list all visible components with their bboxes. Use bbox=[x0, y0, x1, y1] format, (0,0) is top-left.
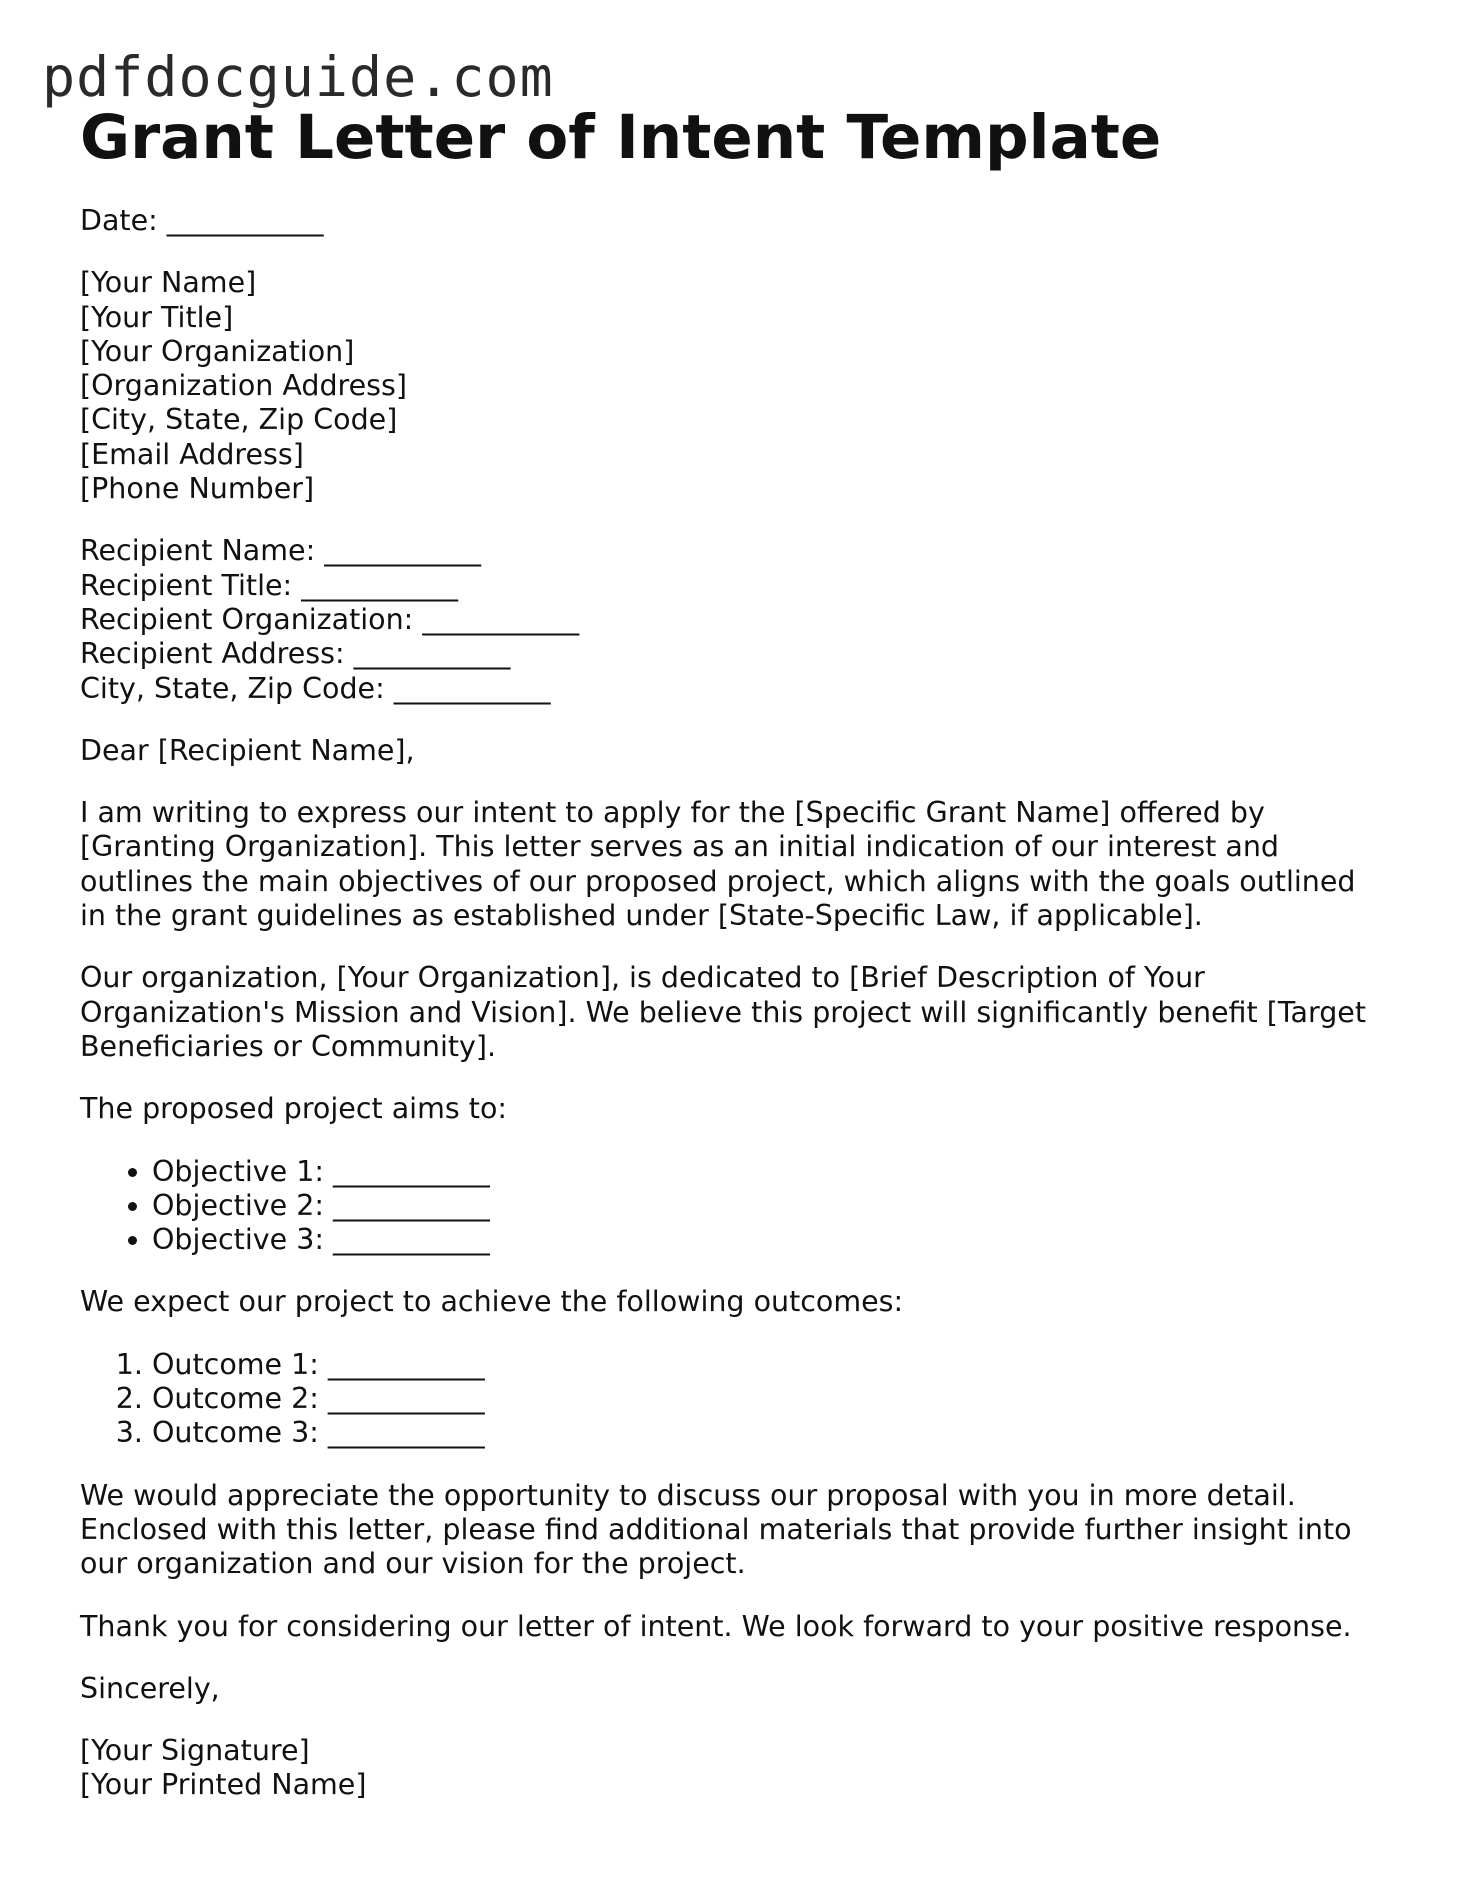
recipient-organization: Recipient Organization: ___________ bbox=[80, 602, 580, 636]
paragraph-thanks: Thank you for considering our letter of intent. We look forward to your positive response. bbox=[80, 1609, 1352, 1643]
sender-address: [Organization Address] bbox=[80, 369, 407, 403]
signature-block bbox=[80, 1734, 1390, 1803]
sender-phone: [Phone Number] bbox=[80, 472, 315, 506]
list-item: • Objective 1: ___________ bbox=[152, 1155, 1390, 1189]
sender-organization: [Your Organization] bbox=[80, 334, 355, 368]
sender-name: [Your Name] bbox=[80, 266, 257, 300]
outcomes-list bbox=[80, 1348, 1390, 1451]
paragraph-organization: Our organization, [Your Organization], is dedicated to [Brief Description of Your Organization's Mission and Vision]. We believe this project will significantly benefit [Target Beneficiaries or Community]. bbox=[80, 961, 1367, 1063]
recipient-title: Recipient Title: ___________ bbox=[80, 568, 458, 602]
sender-block bbox=[80, 266, 1390, 506]
signature-line: [Your Signature] bbox=[80, 1734, 310, 1768]
recipient-name: Recipient Name: ___________ bbox=[80, 534, 481, 568]
letter-body bbox=[80, 204, 1390, 1803]
sender-email: [Email Address] bbox=[80, 437, 304, 471]
printed-name-line: [Your Printed Name] bbox=[80, 1768, 367, 1802]
closing: Sincerely, bbox=[80, 1671, 220, 1705]
date-line: Date: ___________ bbox=[80, 204, 324, 237]
list-item: • Objective 2: ___________ bbox=[152, 1189, 1390, 1223]
recipient-address: Recipient Address: ___________ bbox=[80, 637, 511, 671]
recipient-city-state-zip: City, State, Zip Code: ___________ bbox=[80, 671, 551, 705]
document-title: Grant Letter of Intent Template bbox=[80, 102, 1162, 173]
list-item: • Objective 3: ___________ bbox=[152, 1223, 1390, 1257]
list-item: 2. Outcome 2: ___________ bbox=[152, 1382, 1390, 1416]
document bbox=[80, 98, 1390, 1831]
salutation: Dear [Recipient Name], bbox=[80, 733, 415, 767]
aims-intro: The proposed project aims to: bbox=[80, 1092, 507, 1126]
sender-city-state-zip: [City, State, Zip Code] bbox=[80, 403, 398, 437]
objectives-list bbox=[80, 1155, 1390, 1258]
list-item: 3. Outcome 3: ___________ bbox=[152, 1416, 1390, 1450]
sender-title: [Your Title] bbox=[80, 300, 234, 334]
paragraph-intent: I am writing to express our intent to apply for the [Specific Grant Name] offered by [Granting Organization]. This letter serves as an initial indication of our interest and outlines the main objectives of our proposed project, which aligns with the goals outlined in the grant guidelines as established under [State-Specific Law, if applicable]. bbox=[80, 796, 1356, 933]
outcomes-intro: We expect our project to achieve the following outcomes: bbox=[80, 1285, 904, 1319]
watermark: pdfdocguide.com bbox=[42, 45, 554, 109]
list-item: 1. Outcome 1: ___________ bbox=[152, 1348, 1390, 1382]
recipient-block bbox=[80, 534, 1390, 705]
paragraph-discussion: We would appreciate the opportunity to discuss our proposal with you in more detail. Enclosed with this letter, please find additional materials that provide further insight into our organization and our vision for the project. bbox=[80, 1478, 1352, 1581]
